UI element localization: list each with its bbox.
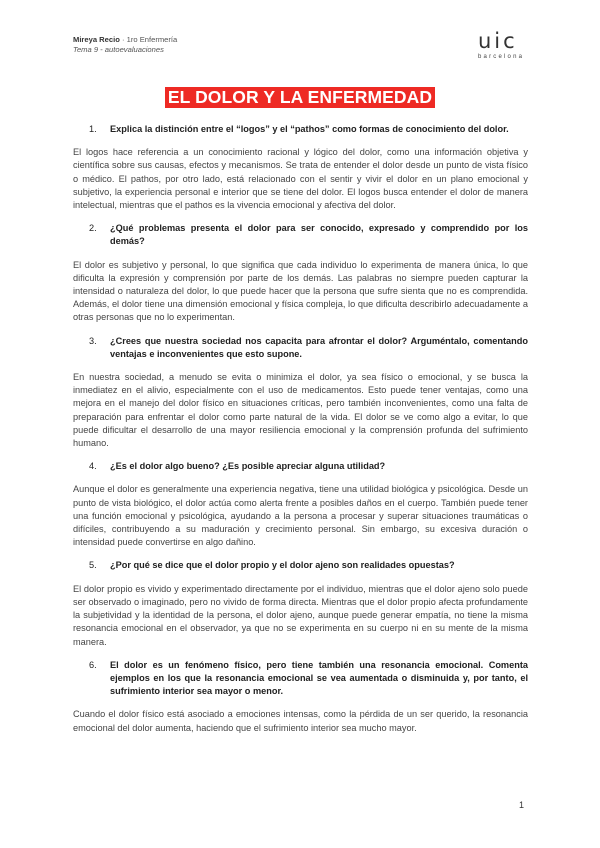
question-6	[73, 659, 528, 699]
answer-4: Aunque el dolor es generalmente una experiencia negativa, tiene una utilidad biológica y psicológica. Desde un punto de vista biológico, el dolor actúa como alerta frente a posibles daños en el cuerpo. También puede tener una función emocional y psicológica, ayudando a la persona a procesar y superar situaciones traumáticas o difíciles, contribuyendo a su maduración y crecimiento personal. Sin embargo, su excesiva duración o intensidad puede convertirse en algo dañino.	[73, 484, 528, 548]
uic-logo	[478, 30, 528, 64]
answer-1: El logos hace referencia a un conocimiento racional y lógico del dolor, como una información objetiva y científica sobre sus causas, efectos y mecanismos. Se trata de entender el dolor desde un punto de vista físico o médico. El pathos, por otro lado, está relacionado con el sentir y vivir el dolor en un plano emocional y subjetivo, la experiencia personal e interior que se tiene del dolor. El logos busca entender el dolor de manera intelectual, mientras que el pathos es la vivencia emocional y afectiva del dolor.	[73, 147, 528, 211]
question-number: 2.	[89, 223, 97, 234]
question-number: 4.	[89, 461, 97, 472]
question-3	[73, 335, 528, 361]
question-number: 1.	[89, 124, 97, 134]
question-4	[73, 460, 528, 473]
question-text: ¿Es el dolor algo bueno? ¿Es posible apreciar alguna utilidad?	[110, 461, 386, 472]
question-number: 6.	[89, 659, 97, 670]
document-header	[73, 35, 177, 55]
question-1	[73, 123, 528, 136]
question-text: El dolor es un fenómeno físico, pero tiene también una resonancia emocional. Comenta ejemplos en los que la resonancia emocional se vea aumentada o disminuida y, por tanto, el sufrimiento interior sea mayor o menor.	[110, 659, 528, 697]
question-2	[73, 222, 528, 248]
title-container	[0, 87, 600, 108]
question-text: Explica la distinción entre el “logos” y el “pathos” como formas de conocimiento del dolor.	[110, 124, 509, 134]
page-title: EL DOLOR Y LA ENFERMEDAD	[165, 87, 435, 108]
header-subtitle: Tema 9 - autoevaluaciones	[73, 45, 164, 54]
logo-subtext: barcelona	[478, 54, 525, 60]
answer-3: En nuestra sociedad, a menudo se evita o minimiza el dolor, ya sea físico o emocional, y se busca la inmediatez en el alivio, especialmente con el uso de medicamentos. Esto puede tener ventajas, como una mejora en el manejo del dolor físico en situaciones críticas, pero también inconvenientes, como una falta de preparación para enfrentar el dolor como parte natural de la vida. El dolor se ve como algo a evitar, lo que puede dificultar el desarrollo de una mayor resiliencia emocional y la comprensión profunda del sufrimiento humano.	[73, 372, 528, 449]
question-number: 3.	[89, 335, 97, 346]
author-name: Mireya Recio	[73, 35, 120, 44]
document-body	[73, 123, 528, 745]
question-text: ¿Por qué se dice que el dolor propio y el dolor ajeno son realidades opuestas?	[110, 560, 455, 571]
answer-6: Cuando el dolor físico está asociado a emociones intensas, como la pérdida de un ser querido, la resonancia emocional del dolor aumenta, haciendo que el sufrimiento interior sea mucho mayor.	[73, 709, 528, 733]
question-number: 5.	[89, 560, 97, 571]
page-number: 1	[519, 800, 525, 810]
answer-2: El dolor es subjetivo y personal, lo que significa que cada individuo lo experimenta de manera única, lo que dificulta la expresión y comprensión por parte de los demás. Las palabras no siempre pueden capturar la intensidad o naturaleza del dolor, lo que puede hacer que la persona que sufre sienta que no es comprendida. Además, el dolor tiene una dimensión emocional y física compleja, lo que dificulta describirlo adecuadamente a otras personas que no lo experimentan.	[73, 259, 528, 323]
question-text: ¿Crees que nuestra sociedad nos capacita para afrontar el dolor? Arguméntalo, comentando ventajas e inconvenientes que esto supone.	[110, 335, 528, 359]
logo-mark: uic	[478, 29, 518, 53]
course-name: · 1ro Enfermería	[119, 35, 178, 44]
question-5	[73, 559, 528, 572]
question-text: ¿Qué problemas presenta el dolor para ser conocido, expresado y comprendido por los demás?	[110, 223, 528, 247]
answer-5: El dolor propio es vivido y experimentado directamente por el individuo, mientras que el dolor ajeno solo puede ser observado o imaginado, pero no vivido de forma directa. Mientras que el dolor propio afecta profundamente la subjetividad y la identidad de la persona, el dolor ajeno, aunque puede generar empatía, no tiene la misma resonancia emocional en el observador, ya que no se experimenta en su cuerpo ni en su mente de la misma manera.	[73, 583, 528, 647]
